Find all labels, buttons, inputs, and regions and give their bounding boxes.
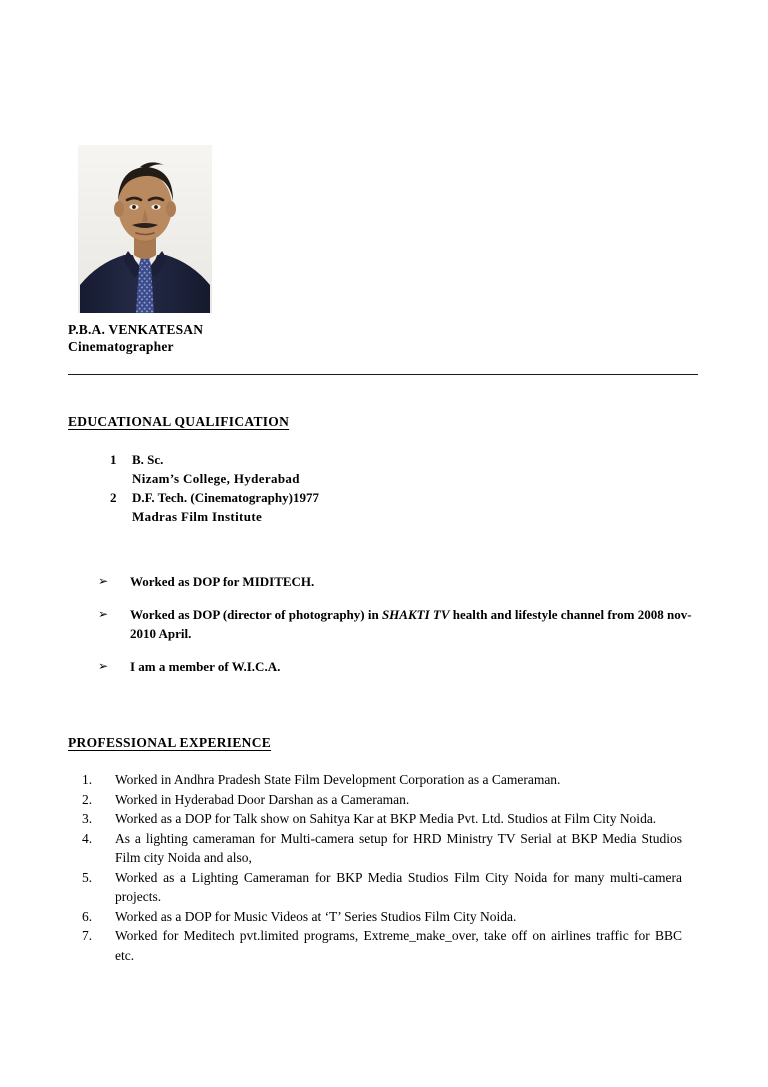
education-item-degree: D.F. Tech. (Cinematography)1977	[132, 490, 319, 505]
arrow-bullet-icon: ➢	[98, 574, 109, 588]
list-item	[82, 809, 682, 829]
list-item	[98, 657, 698, 677]
list-item	[82, 926, 682, 965]
experience-item-text: Worked as a Lighting Cameraman for BKP Media Studios Film City Noida for many multi-camera projects.	[115, 869, 682, 904]
experience-item-text: As a lighting cameraman for Multi-camera setup for HRD Ministry TV Serial at BKP Media Studios Film city Noida and also,	[115, 830, 682, 865]
experience-item-number: 3.	[82, 811, 93, 826]
section-heading-education: EDUCATIONAL QUALIFICATION	[68, 414, 290, 429]
arrow-bullet-icon: ➢	[98, 606, 109, 621]
list-item	[82, 829, 682, 868]
highlights-list	[98, 572, 698, 676]
experience-item-text: Worked as a DOP for Music Videos at ‘T’ Series Studios Film City Noida.	[115, 908, 517, 924]
list-item	[82, 907, 682, 927]
page-title: P.B.A. VENKATESAN	[68, 322, 204, 337]
list-item	[82, 790, 682, 810]
list-item	[82, 868, 682, 907]
education-item-body	[132, 488, 610, 526]
education-item-institute: Madras Film Institute	[132, 509, 263, 524]
highlight-text	[130, 605, 698, 644]
highlight-text-before: I am a member of W.I.C.A.	[130, 658, 281, 674]
header-name-block	[68, 322, 708, 355]
experience-item-number: 6.	[82, 908, 93, 924]
list-item	[98, 572, 698, 592]
experience-item-text: Worked for Meditech pvt.limited programs, Extreme_make_over, take off on airlines traffic for BBC etc.	[115, 928, 682, 963]
experience-item-number: 2.	[82, 791, 93, 807]
highlight-text-after: health and lifestyle channel from 2008 nov-2010 April.	[130, 606, 692, 641]
portrait-photograph	[78, 145, 212, 313]
experience-item-number: 5.	[82, 869, 93, 885]
experience-item-number: 1.	[82, 772, 93, 787]
experience-item-number: 7.	[82, 928, 93, 943]
list-item	[82, 770, 682, 790]
experience-list	[82, 770, 682, 965]
portrait-photograph-image	[78, 145, 212, 313]
profession-subtitle: Cinematographer	[68, 338, 174, 354]
education-item-degree: B. Sc.	[132, 452, 164, 467]
list-item	[110, 488, 610, 526]
education-item-number: 1	[110, 452, 117, 467]
header-divider	[68, 374, 698, 375]
education-list	[110, 450, 610, 526]
highlight-text-before: Worked as DOP for MIDITECH.	[130, 574, 315, 589]
experience-item-text: Worked in Andhra Pradesh State Film Development Corporation as a Cameraman.	[115, 772, 561, 787]
highlight-text	[130, 572, 698, 592]
experience-item-number: 4.	[82, 830, 93, 846]
education-item-number: 2	[110, 490, 117, 505]
education-item-institute: Nizam’s College, Hyderabad	[132, 471, 300, 486]
experience-item-text: Worked as a DOP for Talk show on Sahitya Kar at BKP Media Pvt. Ltd. Studios at Film City Noida.	[115, 811, 657, 826]
arrow-bullet-icon: ➢	[98, 658, 109, 673]
highlight-emphasis: SHAKTI TV	[381, 606, 450, 622]
list-item	[110, 450, 610, 488]
list-item	[98, 605, 698, 644]
education-item-body	[132, 450, 610, 488]
highlight-text	[130, 657, 698, 677]
highlight-text-before: Worked as DOP (director of photography) in	[130, 606, 382, 622]
section-heading-experience: PROFESSIONAL EXPERIENCE	[68, 735, 272, 750]
experience-item-text: Worked in Hyderabad Door Darshan as a Cameraman.	[115, 791, 410, 807]
